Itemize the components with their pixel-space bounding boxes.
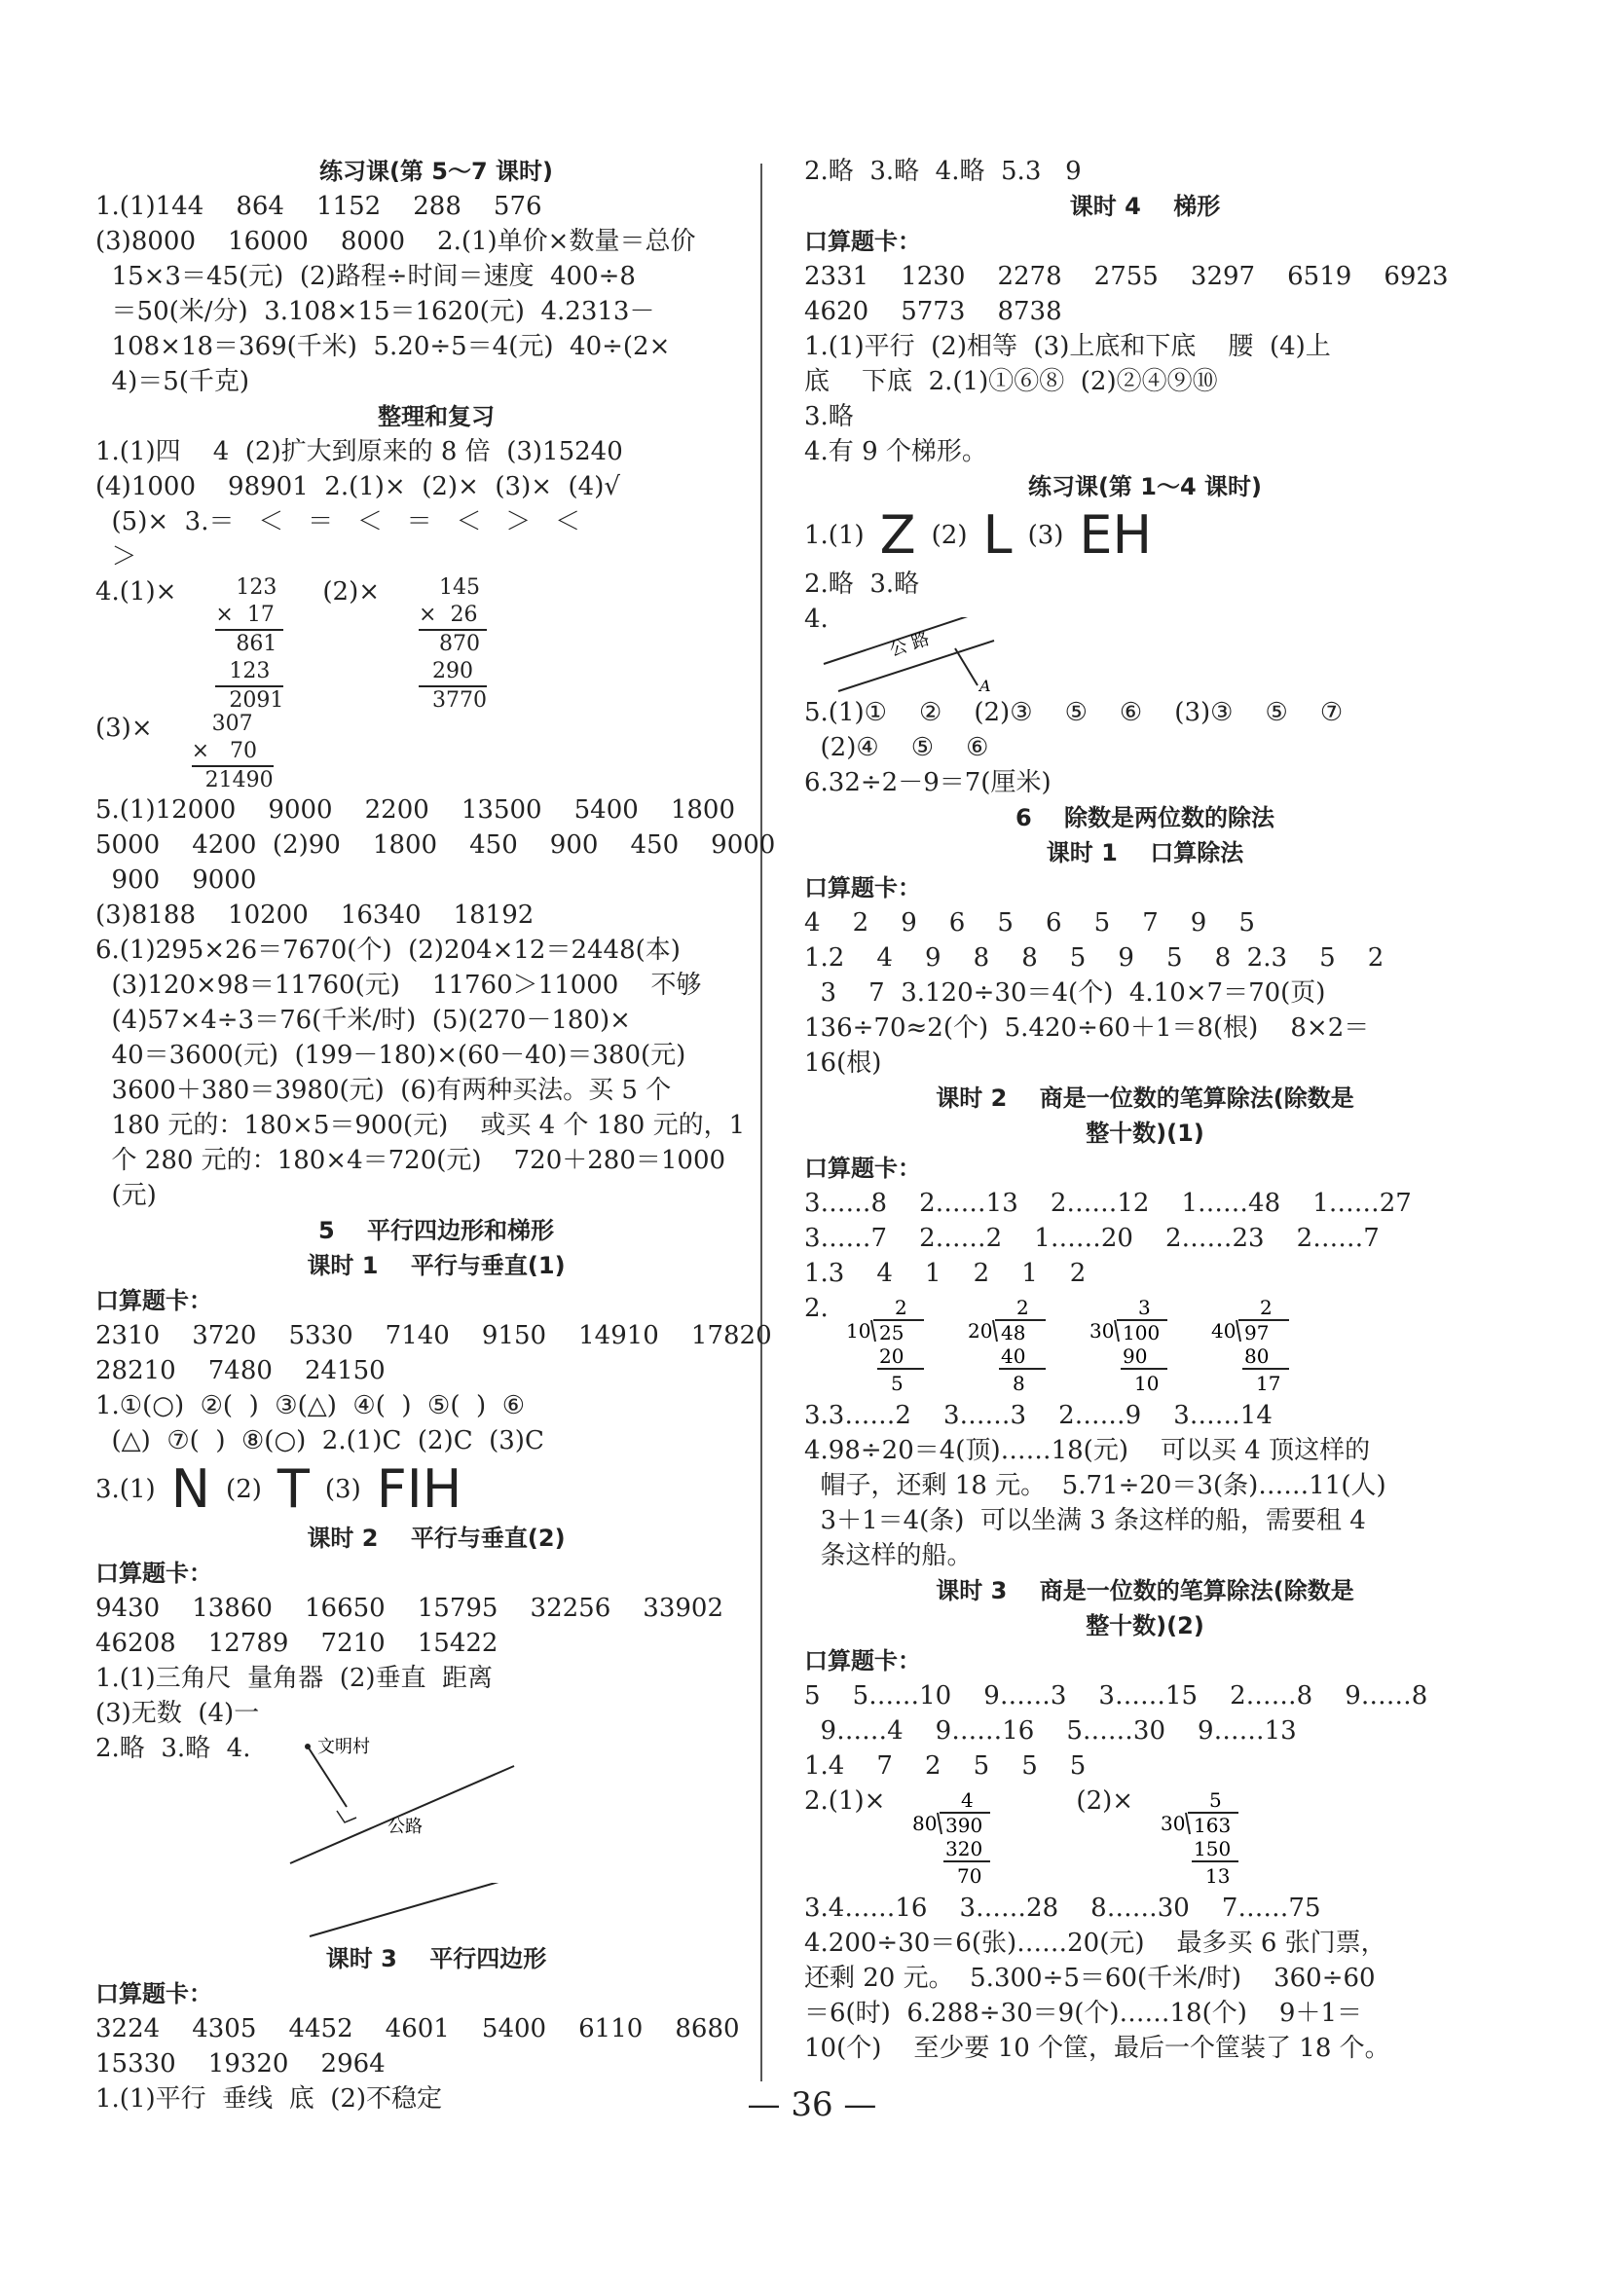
long-division — [1151, 1784, 1307, 1891]
answer-line: 16(根) — [804, 1049, 882, 1078]
answer-line: (元) — [95, 1181, 157, 1210]
answer-block — [804, 1186, 1486, 1291]
answer-line: 136÷70≈2(个) 5.420÷60＋1＝8(根) 8×2＝ — [804, 1013, 1370, 1043]
answer-line: 900 9000 — [95, 865, 257, 895]
remainder: 5 — [890, 1372, 904, 1395]
divisor: 40 — [1210, 1319, 1236, 1343]
mult-line: 870 — [419, 632, 481, 656]
road-label: 公 路 — [887, 628, 933, 661]
mult-line: 2091 — [215, 688, 284, 713]
remainder: 10 — [1133, 1372, 1160, 1395]
mult-line: × 70 — [192, 738, 274, 767]
letter-glyph: EH — [1079, 504, 1153, 566]
quotient: 2 — [1015, 1296, 1029, 1319]
village-label: 文明村 — [317, 1737, 370, 1757]
parallel-line — [310, 1883, 563, 1936]
answer-line: 6.32÷2－9＝7(厘米) — [804, 768, 1052, 797]
dividend: 100 — [1122, 1321, 1160, 1344]
answer-block — [804, 1398, 1486, 1573]
vertical-multiplication — [419, 574, 487, 715]
dividend: 97 — [1243, 1321, 1270, 1344]
answer-line: 3＋1＝4(条) 可以坐满 3 条这样的船，需要租 4 — [804, 1506, 1366, 1535]
answer-line: 4.200÷30＝6(张)……20(元) 最多买 6 张门票， — [804, 1929, 1386, 1958]
oral-card-label: 口算题卡： — [804, 874, 921, 901]
product: 90 — [1122, 1344, 1148, 1368]
answer-line: 4)＝5(千克) — [95, 367, 250, 396]
answer-line: 还剩 20 元。 5.300÷5＝60(千米/时) 360÷60 — [804, 1964, 1376, 1993]
division-bracket — [1115, 1320, 1119, 1342]
letter-answer-row — [95, 1458, 777, 1521]
answer-line: 3600＋380＝3980(元) (6)有两种买法。买 5 个 — [95, 1076, 672, 1105]
road-point-diagram — [804, 617, 1486, 695]
answer-label: (2) — [226, 1475, 262, 1504]
remainder: 13 — [1205, 1864, 1231, 1888]
answer-line: 1.(1)三角尺 量角器 (2)垂直 距离 — [95, 1664, 494, 1693]
road-line — [290, 1766, 514, 1863]
answer-line: ＝50(米/分) 3.108×15＝1620(元) 4.2313－ — [95, 297, 655, 326]
answer-line: 2.略 3.略 4.略 5.3 9 — [804, 157, 1082, 186]
oral-card-label: 口算题卡： — [95, 1980, 212, 2007]
lesson-heading: 课时 2 平行与垂直(2) — [307, 1525, 566, 1552]
oral-card-label: 口算题卡： — [804, 228, 921, 255]
answer-line: 5.(1)① ② (2)③ ⑤ ⑥ (3)③ ⑤ ⑦ — [804, 698, 1344, 727]
multiplication-block — [95, 711, 777, 792]
answer-line: 1.3 4 1 2 1 2 — [804, 1259, 1087, 1288]
quotient: 2 — [1259, 1296, 1273, 1319]
dividend: 25 — [878, 1321, 904, 1344]
vertical-multiplication — [192, 711, 274, 794]
answer-block — [804, 1678, 1486, 1784]
answer-line: 15330 19320 2964 — [95, 2049, 386, 2079]
oral-card-label: 口算题卡： — [804, 1155, 921, 1182]
lesson-heading: 课时 3 平行四边形 — [325, 1945, 547, 1972]
letter-glyph: FIH — [376, 1458, 462, 1520]
answer-label: (2) — [931, 521, 968, 550]
answer-block — [804, 1891, 1486, 2066]
long-division-row — [804, 1784, 1486, 1891]
letter-glyph: L — [982, 504, 1013, 566]
answer-line: 4.98÷20＝4(顶)……18(元) 可以买 4 顶这样的 — [804, 1436, 1371, 1465]
remainder: 17 — [1255, 1372, 1281, 1395]
answer-line: 28210 7480 24150 — [95, 1356, 386, 1385]
product: 80 — [1243, 1344, 1270, 1368]
answer-line: 4.有 9 个梯形。 — [804, 437, 987, 466]
mult-line: × 26 — [419, 602, 487, 631]
dividend: 390 — [945, 1814, 983, 1837]
mult-line: 21490 — [191, 768, 274, 792]
dividend: 163 — [1194, 1814, 1232, 1837]
quotient: 3 — [1137, 1296, 1151, 1319]
mult-line: 3770 — [419, 688, 488, 713]
answer-line: 46208 12789 7210 15422 — [95, 1629, 498, 1658]
answer-label: (3) — [1027, 521, 1064, 550]
divisor: 10 — [845, 1319, 871, 1343]
chapter-heading: 6 除数是两位数的除法 — [1015, 804, 1275, 831]
answer-line: 2.略 3.略 — [804, 570, 920, 599]
oral-card-label: 口算题卡： — [95, 1287, 212, 1314]
letter-answer-row — [804, 504, 1486, 567]
answer-line: 4 2 9 6 5 6 5 7 9 5 — [804, 908, 1255, 938]
product: 150 — [1194, 1837, 1232, 1860]
mult-line: 123 — [215, 658, 283, 687]
answer-line: 1.(1)平行 (2)相等 (3)上底和下底 腰 (4)上 — [804, 332, 1331, 361]
division-bracket — [993, 1320, 997, 1342]
answer-line: 2.略 3.略 4. — [95, 1734, 251, 1763]
right-angle-mark — [337, 1811, 356, 1822]
answer-line: 1.4 7 2 5 5 5 — [804, 1751, 1087, 1781]
letter-glyph: T — [277, 1458, 310, 1520]
answer-label: (3) — [324, 1475, 361, 1504]
answer-label: (3)× — [95, 714, 153, 743]
lesson-heading-cont: 整十数)(2) — [1086, 1612, 1204, 1639]
answer-line: 10(个) 至少要 10 个筐，最后一个筐装了 18 个。 — [804, 2034, 1390, 2063]
answer-label: 4.(1)× — [95, 577, 177, 607]
answer-line: 15×3＝45(元) (2)路程÷时间＝速度 400÷8 — [95, 262, 636, 291]
answer-line: 9……4 9……16 5……30 9……13 — [804, 1716, 1297, 1746]
answer-line: 40＝3600(元) (199－180)×(60－40)＝380(元) — [95, 1041, 686, 1070]
answer-block — [95, 434, 777, 574]
answer-line: 5000 4200 (2)90 1800 450 900 450 9000 — [95, 830, 776, 860]
letter-glyph: Z — [879, 504, 916, 566]
division-bracket — [871, 1320, 875, 1342]
answer-line: 3224 4305 4452 4601 5400 6110 8680 — [95, 2014, 740, 2043]
answer-line: (4)57×4÷3＝76(千米/时) (5)(270－180)× — [95, 1006, 631, 1035]
answer-line: (3)8188 10200 16340 18192 — [95, 901, 535, 930]
lesson-heading: 课时 1 平行与垂直(1) — [307, 1252, 566, 1279]
answer-block — [804, 905, 1486, 1081]
answer-line: 1.(1)平行 垂线 底 (2)不稳定 — [95, 2084, 443, 2114]
product: 40 — [1000, 1344, 1026, 1368]
point-a-label: A — [979, 677, 991, 695]
answer-line: 1.2 4 9 8 8 5 9 5 8 2.3 5 2 — [804, 943, 1384, 973]
answer-line: 3……7 2……2 1……20 2……23 2……7 — [804, 1224, 1380, 1253]
answer-line: (5)× 3.＝ ＜ ＝ ＜ ＝ ＜ ＞ ＜ — [95, 507, 581, 536]
section-heading: 练习课(第 5～7 课时) — [318, 158, 554, 185]
answer-line: (3)8000 16000 8000 2.(1)单价×数量＝总价 — [95, 227, 696, 256]
answer-line: 底 下底 2.(1)①⑥⑧ (2)②④⑨⑩ — [804, 367, 1218, 396]
answer-label: (2)× — [1076, 1786, 1134, 1816]
page-number: — 36 — — [747, 2085, 877, 2124]
answer-line: 3……8 2……13 2……12 1……48 1……27 — [804, 1189, 1412, 1218]
answer-line: 4620 5773 8738 — [804, 297, 1062, 326]
answer-line: 3.4……16 3……28 8……30 7……75 — [804, 1894, 1321, 1923]
answer-line: ＝6(时) 6.288÷30＝9(个)……18(个) 9＋1＝ — [804, 1999, 1363, 2028]
answer-line: (4)1000 98901 2.(1)× (2)× (3)× (4)√ — [95, 472, 620, 501]
answer-line: 108×18＝369(千米) 5.20÷5＝4(元) 40÷(2× — [95, 332, 671, 361]
answer-block — [804, 695, 1486, 800]
answer-line: 3.3……2 3……3 2……9 3……14 — [804, 1401, 1273, 1430]
quotient: 4 — [961, 1788, 975, 1812]
mult-line: 307 — [191, 712, 253, 736]
answer-line: (△) ⑦( ) ⑧(○) 2.(1)C (2)C (3)C — [95, 1426, 544, 1455]
village-point — [305, 1744, 311, 1749]
answer-line: 个 280 元的：180×4＝720(元) 720＋280＝1000 — [95, 1146, 726, 1175]
mult-line: × 17 — [215, 602, 283, 631]
answer-block — [95, 792, 777, 1213]
answer-line: 1.①(○) ②( ) ③(△) ④( ) ⑤( ) ⑥ — [95, 1391, 526, 1420]
lesson-heading: 课时 1 口算除法 — [1046, 839, 1244, 866]
road-label: 公路 — [388, 1817, 423, 1837]
remainder: 8 — [1012, 1372, 1025, 1395]
answer-label: 3.(1) — [95, 1475, 156, 1504]
divisor: 80 — [912, 1812, 938, 1835]
mult-line: 123 — [215, 575, 277, 600]
answer-line: 2310 3720 5330 7140 9150 14910 17820 — [95, 1321, 772, 1350]
lesson-heading: 课时 2 商是一位数的笔算除法(除数是 — [936, 1085, 1354, 1112]
mult-line: 145 — [419, 575, 481, 600]
divisor: 30 — [1161, 1812, 1186, 1835]
left-column — [95, 154, 777, 2116]
answer-line: (3)无数 (4)一 — [95, 1699, 260, 1728]
answer-label: 2. — [804, 1294, 829, 1323]
answer-line: 条这样的船。 — [804, 1541, 973, 1570]
remainder: 70 — [957, 1864, 982, 1888]
oral-card-label: 口算题卡： — [95, 1560, 212, 1587]
answer-line: 5 5……10 9……3 3……15 2……8 9……8 — [804, 1681, 1428, 1711]
answer-line: 2331 1230 2278 2755 3297 6519 6923 — [804, 262, 1449, 291]
product: 320 — [945, 1837, 983, 1860]
road-second-line — [95, 1883, 777, 1941]
answer-line: 3 7 3.120÷30＝4(个) 4.10×7＝70(页) — [804, 978, 1326, 1008]
answer-label: (2)× — [322, 577, 381, 607]
lesson-heading: 课时 3 商是一位数的笔算除法(除数是 — [936, 1577, 1354, 1604]
mult-line: 861 — [215, 632, 277, 656]
right-column — [804, 154, 1486, 2066]
division-bracket — [1186, 1813, 1190, 1834]
chapter-heading: 5 平行四边形和梯形 — [317, 1217, 555, 1244]
division-bracket — [1236, 1320, 1240, 1342]
vertical-multiplication — [215, 574, 283, 715]
answer-line: 3.略 — [804, 402, 854, 431]
section-heading: 练习课(第 1～4 课时) — [1027, 473, 1263, 500]
answer-line: 1.(1)144 864 1152 288 576 — [95, 192, 542, 221]
long-division-group — [846, 1291, 1352, 1398]
answer-line: ＞ — [95, 542, 137, 571]
answer-line: 9430 13860 16650 15795 32256 33902 — [95, 1594, 724, 1623]
dividend: 48 — [1000, 1321, 1026, 1344]
oral-card-label: 口算题卡： — [804, 1647, 921, 1674]
answer-line: 4. — [804, 605, 829, 634]
answer-line: 1.(1)四 4 (2)扩大到原来的 8 倍 (3)15240 — [95, 437, 623, 466]
division-bracket — [938, 1813, 941, 1834]
answer-block — [95, 189, 777, 399]
quotient: 5 — [1209, 1788, 1222, 1812]
divisor: 20 — [967, 1319, 993, 1343]
multiplication-block — [95, 574, 777, 711]
answer-label: 2.(1)× — [804, 1786, 886, 1816]
lesson-heading-cont: 整十数)(1) — [1086, 1120, 1204, 1147]
mult-line: 290 — [419, 658, 487, 687]
answer-block — [804, 259, 1486, 469]
divisor: 30 — [1089, 1319, 1115, 1343]
answer-label: 1.(1) — [804, 521, 865, 550]
answer-block — [95, 1318, 777, 1458]
answer-line: 180 元的：180×5＝900(元) 或买 4 个 180 元的，1 — [95, 1111, 746, 1140]
answer-line: (3)120×98＝11760(元) 11760＞11000 不够 — [95, 971, 702, 1000]
answer-line: 5.(1)12000 9000 2200 13500 5400 1800 — [95, 795, 736, 825]
section-heading: 整理和复习 — [378, 403, 495, 430]
letter-glyph: N — [170, 1458, 211, 1520]
perpendicular-line — [955, 648, 978, 685]
answer-line: (2)④ ⑤ ⑥ — [804, 733, 989, 762]
answer-line: 帽子，还剩 18 元。 5.71÷20＝3(条)……11(人) — [804, 1471, 1386, 1500]
product: 20 — [878, 1344, 904, 1368]
lesson-heading: 课时 4 梯形 — [1069, 193, 1221, 220]
long-division — [903, 1784, 1058, 1891]
long-division-row — [804, 1291, 1486, 1398]
quotient: 2 — [894, 1296, 907, 1319]
answer-line: 6.(1)295×26＝7670(个) (2)204×12＝2448(本) — [95, 936, 681, 965]
